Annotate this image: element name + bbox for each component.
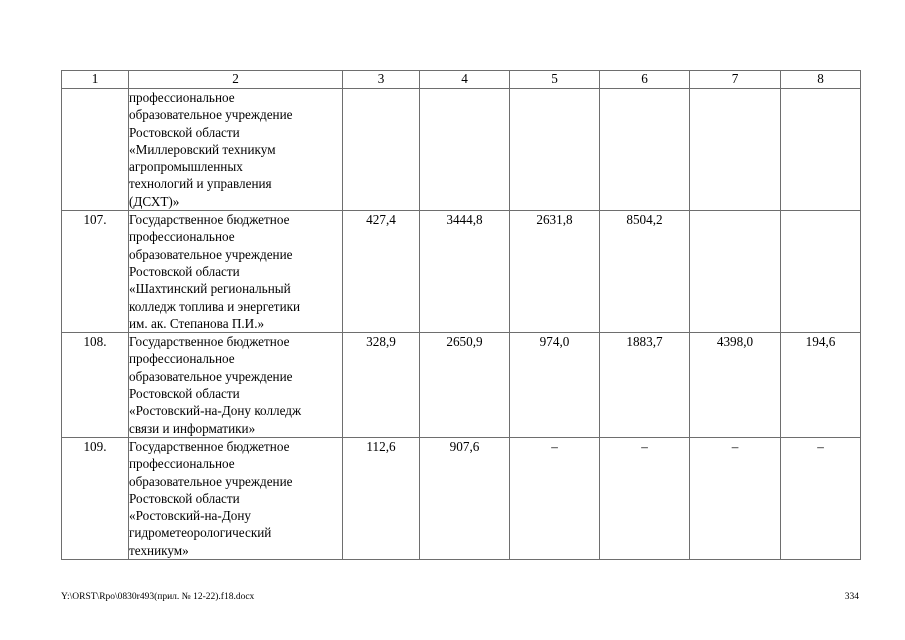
cell-col7	[690, 211, 781, 333]
cell-col4: 3444,8	[420, 211, 510, 333]
column-header: 4	[420, 71, 510, 89]
cell-col6: 8504,2	[600, 211, 690, 333]
cell-col4: 2650,9	[420, 333, 510, 438]
cell-col5	[510, 89, 600, 211]
institution-name: Государственное бюджетное профессиональное образовательное учреждение Ростовской области «Ростовский-на-Дону гидрометеорологический техникум»	[129, 437, 343, 559]
row-number: 108.	[62, 333, 129, 438]
cell-col4	[420, 89, 510, 211]
cell-col5: 2631,8	[510, 211, 600, 333]
cell-col3: 328,9	[343, 333, 420, 438]
cell-col8: –	[781, 437, 861, 559]
table-row	[62, 89, 861, 211]
institution-name: Государственное бюджетное профессиональное образовательное учреждение Ростовской области «Ростовский-на-Дону колледж связи и информатики»	[129, 333, 343, 438]
column-header: 8	[781, 71, 861, 89]
table-row	[62, 333, 861, 438]
cell-col7	[690, 89, 781, 211]
column-header: 3	[343, 71, 420, 89]
cell-col5: 974,0	[510, 333, 600, 438]
column-header: 6	[600, 71, 690, 89]
cell-col4: 907,6	[420, 437, 510, 559]
cell-col5: –	[510, 437, 600, 559]
column-header: 2	[129, 71, 343, 89]
cell-col3	[343, 89, 420, 211]
row-number: 109.	[62, 437, 129, 559]
column-header: 7	[690, 71, 781, 89]
cell-col3: 427,4	[343, 211, 420, 333]
row-number: 107.	[62, 211, 129, 333]
cell-col3: 112,6	[343, 437, 420, 559]
column-header: 5	[510, 71, 600, 89]
cell-col6: 1883,7	[600, 333, 690, 438]
table-row	[62, 211, 861, 333]
row-number	[62, 89, 129, 211]
table-header-row	[62, 71, 861, 89]
footer-file-path: Y:\ORST\Rpo\0830r493(прил. № 12-22).f18.docx	[61, 592, 255, 602]
institution-name: Государственное бюджетное профессиональное образовательное учреждение Ростовской области «Шахтинский региональный колледж топлива и энергетики им. ак. Степанова П.И.»	[129, 211, 343, 333]
cell-col7: 4398,0	[690, 333, 781, 438]
institution-name: профессиональное образовательное учреждение Ростовской области «Миллеровский техникум агропромышленных технологий и управления (ДСХТ)»	[129, 89, 343, 211]
cell-col8: 194,6	[781, 333, 861, 438]
data-table	[61, 70, 861, 560]
cell-col8	[781, 211, 861, 333]
cell-col8	[781, 89, 861, 211]
column-header: 1	[62, 71, 129, 89]
cell-col6	[600, 89, 690, 211]
page-number: 334	[844, 592, 859, 602]
table-row	[62, 437, 861, 559]
cell-col6: –	[600, 437, 690, 559]
cell-col7: –	[690, 437, 781, 559]
